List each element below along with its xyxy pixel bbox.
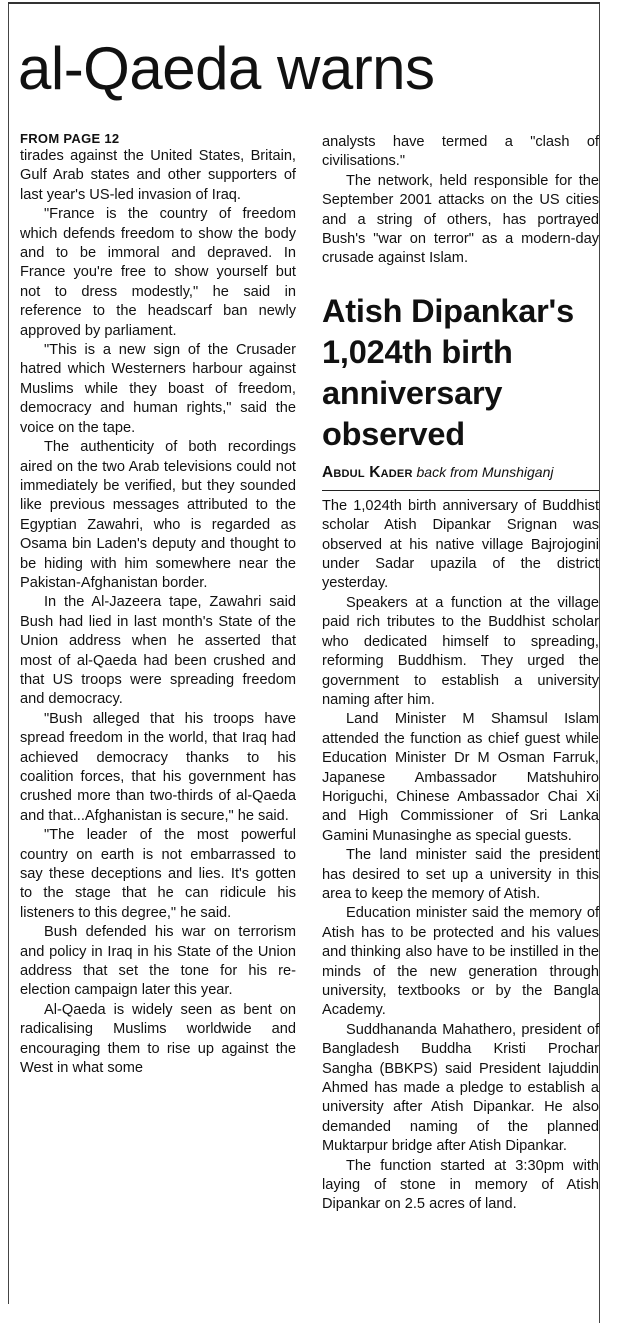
article-paragraph: In the Al-Jazeera tape, Zawahri said Bush had lied in last month's State of the Union address when he asserted that most of al-Qaeda had been crushed and that US troops were spreading freedom and democracy. xyxy=(20,594,296,708)
article-paragraph: tirades against the United States, Britain, Gulf Arab states and other supporters of last year's US-led invasion of Iraq. xyxy=(20,148,296,203)
left-border-rule xyxy=(8,4,9,1304)
byline xyxy=(322,463,599,482)
article-paragraph: "France is the country of freedom which defends freedom to show the body and to be immoral and depraved. In France you're free to show yourself but not to dress modestly," he said in reference to the headscarf ban newly approved by parliament. xyxy=(20,206,296,339)
article-paragraph: "Bush alleged that his troops have spread freedom in the world, that Iraq had achieved democracy thanks to his coalition forces, that his government has crushed more than two-thirds of al-Qaeda and that...Afghanistan is secure," he said. xyxy=(20,710,296,824)
story-headline: Atish Dipankar's 1,024th birth anniversary observed xyxy=(322,292,574,452)
byline-divider xyxy=(322,490,599,491)
story-paragraph: The land minister said the president has desired to set up a university in this area to keep the memory of Atish. xyxy=(322,847,599,902)
article-paragraph: "The leader of the most powerful country on earth is not embarrassed to say these deceptions and lies. It's gotten to the stage that he can ridicule his listeners to this degree," he said. xyxy=(20,827,296,921)
article-paragraph: The authenticity of both recordings aired on the two Arab televisions could not immediately be verified, but they sounded like previous messages attributed to the Egyptian Zawahri, who is regarded as Osama bin Laden's deputy and thought to be hiding with him somewhere near the Pakistan-Afghanistan border. xyxy=(20,439,296,591)
top-border-rule xyxy=(8,2,600,4)
article-paragraph: Bush defended his war on terrorism and policy in Iraq in his State of the Union address that set the tone for his re-election campaign later this year. xyxy=(20,924,296,999)
article-paragraph: Al-Qaeda is widely seen as bent on radicalising Muslims worldwide and encouraging them to rise up against the West in what some xyxy=(20,1001,296,1077)
story-paragraph: Suddhananda Mahathero, president of Bangladesh Buddha Kristi Prochar Sangha (BBKPS) said President Iajuddin Ahmed has made a pledge to establish a university after Atish Dipankar. He also demanded naming of the planned Muktarpur bridge after Atish Dipankar. xyxy=(322,1021,599,1155)
left-column xyxy=(20,131,296,1079)
story-paragraph: Education minister said the memory of Atish has to be protected and his values and thinking also have to be instilled in the minds of the new generation through university, textbooks or by the Bangla Academy. xyxy=(322,905,599,1019)
jump-label: FROM PAGE 12 xyxy=(20,131,120,146)
byline-place: back from Munshiganj xyxy=(416,463,554,480)
story-paragraph: The function started at 3:30pm with laying of stone in memory of Atish Dipankar on 2.5 acres of land. xyxy=(322,1157,599,1213)
right-column xyxy=(322,133,599,1215)
story-paragraph: The 1,024th birth anniversary of Buddhist scholar Atish Dipankar Srignan was observed at his native village Bajrojogini under Sadar upazila of the district yesterday. xyxy=(322,497,599,592)
article-paragraph: "This is a new sign of the Crusader hatred which Westerners harbour against Muslims while they boast of freedom, democracy and human rights," said the voice on the tape. xyxy=(20,342,296,436)
main-headline: al-Qaeda warns xyxy=(18,35,435,102)
article-paragraph: The network, held responsible for the September 2001 attacks on the US cities and a string of others, has portrayed Bush's "war on terror" as a modern-day crusade against Islam. xyxy=(322,172,599,267)
article-paragraph: analysts have termed a "clash of civilisations." xyxy=(322,134,599,170)
right-border-rule xyxy=(599,4,600,1323)
story-paragraph: Land Minister M Shamsul Islam attended the function as chief guest while Education Minister Dr M Osman Farruk, Japanese Ambassador Matshuhiro Horiguchi, Chinese Ambassador Chai Xi and High Commissioner of Sri Lanka Gamini Munasinghe as special guests. xyxy=(322,711,599,844)
byline-author: Abdul Kader xyxy=(322,463,413,481)
story-paragraph: Speakers at a function at the village paid rich tributes to the Buddhist scholar who dedicated himself to spreading, reforming Buddhism. They urged the government to establish a university naming after him. xyxy=(322,594,599,708)
